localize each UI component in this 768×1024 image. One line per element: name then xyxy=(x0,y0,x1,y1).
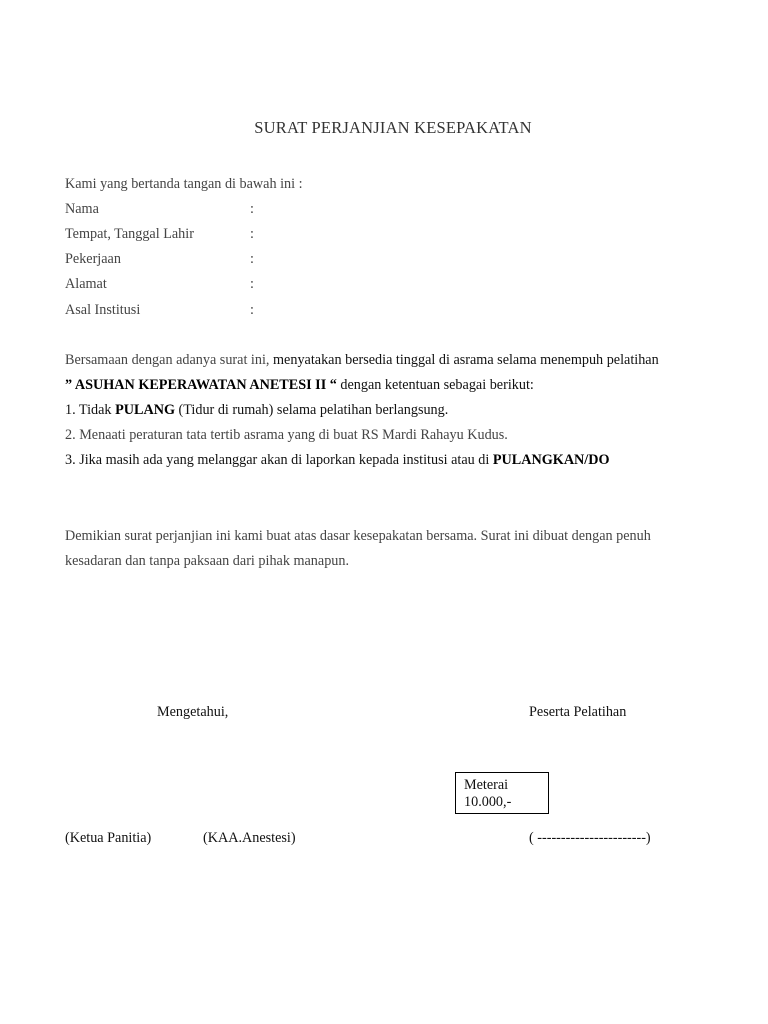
statement-part1: Bersamaan dengan adanya surat ini, xyxy=(65,352,274,368)
rule-1-tail: (Tidur di rumah) selama pelatihan berlangsung. xyxy=(174,402,449,418)
rule-2: 2. Menaati peraturan tata tertib asrama yang di buat RS Mardi Rahayu Kudus. xyxy=(65,427,508,443)
field-label-institusi: Asal Institusi xyxy=(65,302,141,318)
signature-peserta: ( -----------------------) xyxy=(529,830,651,846)
rule-1-prefix: 1. Tidak xyxy=(65,402,116,418)
field-colon: : xyxy=(250,302,254,318)
field-colon: : xyxy=(250,251,254,267)
closing-line-1: Demikian surat perjanjian ini kami buat atas dasar kesepakatan bersama. Surat ini dibuat dengan penuh xyxy=(65,528,651,544)
statement-line xyxy=(65,352,659,369)
meterai-stamp-box xyxy=(455,772,549,814)
signature-kaa-anestesi: (KAA.Anestesi) xyxy=(203,830,296,846)
rule-3-prefix: 3. Jika masih ada yang melanggar akan di laporkan kepada institusi atau di xyxy=(65,452,493,468)
right-signature-heading: Peserta Pelatihan xyxy=(529,704,627,720)
course-line xyxy=(65,377,534,394)
course-name: ” ASUHAN KEPERAWATAN ANETESI II “ xyxy=(65,377,337,393)
rule-1 xyxy=(65,402,448,419)
field-label-pekerjaan: Pekerjaan xyxy=(65,251,121,267)
stamp-value: 10.000,- xyxy=(464,794,512,810)
stamp-label: Meterai xyxy=(464,777,509,793)
statement-part2: menyatakan bersedia tinggal di asrama selama menempuh pelatihan xyxy=(273,352,659,368)
closing-line-2: kesadaran dan tanpa paksaan dari pihak manapun. xyxy=(65,553,350,569)
field-label-alamat: Alamat xyxy=(65,276,107,292)
field-colon: : xyxy=(250,276,254,292)
rule-1-bold: PULANG xyxy=(115,402,175,418)
left-signature-heading: Mengetahui, xyxy=(157,704,229,720)
field-colon: : xyxy=(250,201,254,217)
document-title: SURAT PERJANJIAN KESEPAKATAN xyxy=(254,118,532,137)
course-tail: dengan ketentuan sebagai berikut: xyxy=(336,377,534,393)
intro-text: Kami yang bertanda tangan di bawah ini : xyxy=(65,176,303,192)
field-label-ttl: Tempat, Tanggal Lahir xyxy=(65,226,194,242)
rule-3-bold: PULANGKAN/DO xyxy=(492,452,610,468)
signature-ketua-panitia: (Ketua Panitia) xyxy=(65,830,152,846)
field-colon: : xyxy=(250,226,254,242)
rule-3 xyxy=(65,452,610,469)
field-label-nama: Nama xyxy=(65,201,99,217)
